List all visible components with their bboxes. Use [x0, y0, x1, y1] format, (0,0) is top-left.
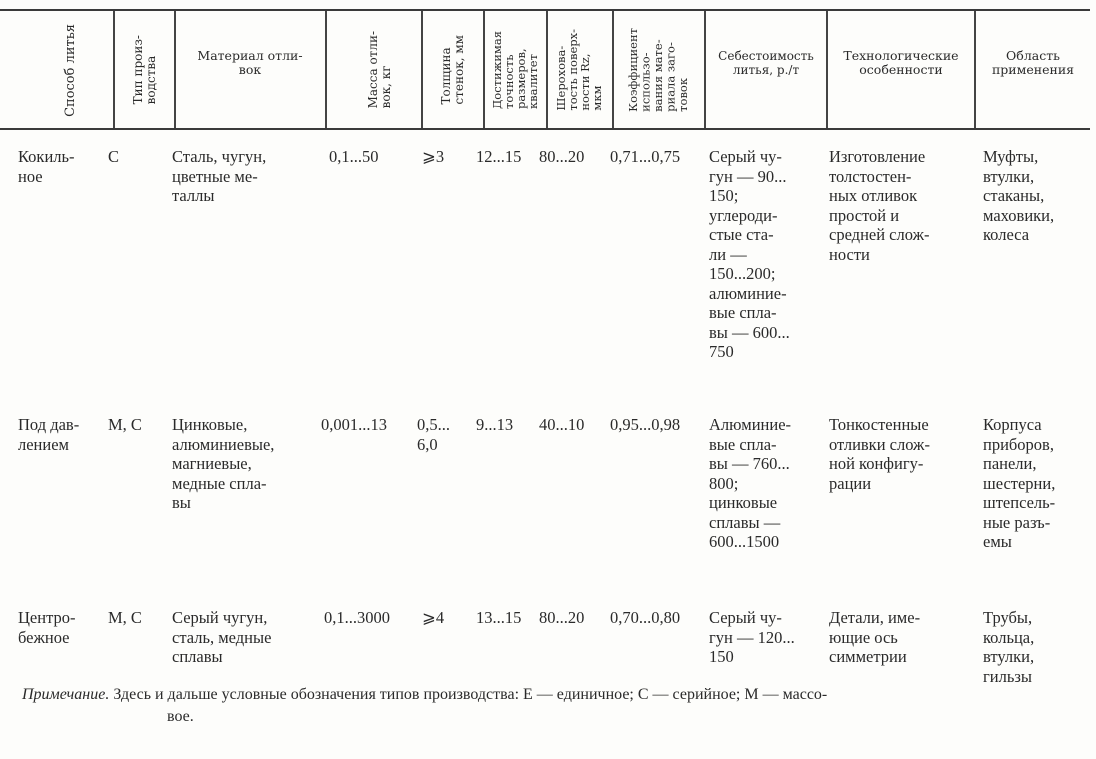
- cell-type: М, С: [108, 608, 142, 627]
- cell-accuracy: 9...13: [476, 415, 514, 434]
- header-type: [120, 11, 170, 129]
- cell-accuracy: 13...15: [476, 608, 522, 627]
- cell-method: Под дав- лением: [18, 415, 80, 454]
- header-text: Тип произ- водства: [131, 35, 158, 105]
- header-cost: [706, 11, 826, 129]
- cell-mass: 0,1...50: [329, 147, 379, 166]
- cell-features: Детали, име- ющие ось симметрии: [829, 608, 921, 666]
- cell-features: Изготовление толстостен- ных отливок простой и средней слож- ности: [829, 147, 930, 264]
- footnote: [22, 684, 827, 728]
- col-divider: [113, 11, 115, 128]
- cell-thickness: ⩾4: [422, 608, 445, 627]
- cell-cost: Серый чу- гун — 120... 150: [709, 608, 795, 666]
- header-coefficient: [614, 11, 702, 129]
- cell-roughness: 80...20: [539, 147, 585, 166]
- cell-coefficient: 0,71...0,75: [610, 147, 681, 166]
- header-application: [976, 11, 1090, 129]
- header-text: Шерохова- тость поверх- ности Rz, мкм: [554, 29, 604, 111]
- footnote-label: Примечание.: [22, 686, 110, 703]
- header-text: Достижимая точность размеров, квалитет: [490, 30, 540, 110]
- header-text: Способ литья: [62, 23, 78, 117]
- cell-coefficient: 0,95...0,98: [610, 415, 681, 434]
- header-text: Технологические особенности: [843, 48, 959, 77]
- header-text: Коэффициент использо- вания мате- риала заго- товок: [625, 28, 690, 112]
- header-text: Материал отли- вок: [197, 48, 303, 77]
- header-text: Масса отли- вок, кг: [366, 31, 393, 109]
- col-divider: [421, 11, 423, 128]
- cell-method: Центро- бежное: [18, 608, 76, 647]
- footnote-text-cont: вое.: [167, 708, 194, 725]
- header-method: [40, 11, 100, 129]
- cell-material: Серый чугун, сталь, медные сплавы: [172, 608, 272, 666]
- cell-mass: 0,001...13: [321, 415, 387, 434]
- footnote-text: Здесь и дальше условные обозначения типов производства: Е — единичное; С — серийное; М — массо-: [109, 686, 828, 703]
- header-text: Себестоимость литья, р./т: [718, 49, 814, 77]
- header-text: Область применения: [991, 48, 1075, 77]
- cell-accuracy: 12...15: [476, 147, 522, 166]
- header-material: [176, 11, 324, 129]
- cell-method: Кокиль- ное: [18, 147, 75, 186]
- header-accuracy: [485, 11, 545, 129]
- cell-thickness: ⩾3: [422, 147, 445, 166]
- cell-roughness: 40...10: [539, 415, 585, 434]
- cell-cost: Серый чу- гун — 90... 150; углероди- стые ста- ли — 150...200; алюминие- вые спла- вы — 600... 750: [709, 147, 790, 361]
- cell-type: С: [108, 147, 120, 166]
- cell-features: Тонкостенные отливки слож- ной конфигу- рации: [829, 415, 930, 493]
- cell-application: Трубы, кольца, втулки, гильзы: [983, 608, 1035, 686]
- header-text: Толщина стенок, мм: [439, 35, 466, 105]
- header-roughness: [548, 11, 610, 129]
- header-thickness: [428, 11, 478, 129]
- cell-application: Корпуса приборов, панели, шестерни, штепсель- ные разъ- емы: [983, 415, 1056, 551]
- cell-cost: Алюминие- вые спла- вы — 760... 800; цинковые сплавы — 600...1500: [709, 415, 792, 551]
- cell-coefficient: 0,70...0,80: [610, 608, 681, 627]
- header-mass: [350, 11, 410, 129]
- cell-type: М, С: [108, 415, 142, 434]
- cell-roughness: 80...20: [539, 608, 585, 627]
- cell-application: Муфты, втулки, стаканы, маховики, колеса: [983, 147, 1055, 244]
- cell-thickness: 0,5... 6,0: [417, 415, 450, 454]
- col-divider: [325, 11, 327, 128]
- cell-material: Сталь, чугун, цветные ме- таллы: [172, 147, 267, 205]
- header-features: [828, 11, 974, 129]
- cell-material: Цинковые, алюминиевые, магниевые, медные спла- вы: [172, 415, 275, 512]
- cell-mass: 0,1...3000: [324, 608, 390, 627]
